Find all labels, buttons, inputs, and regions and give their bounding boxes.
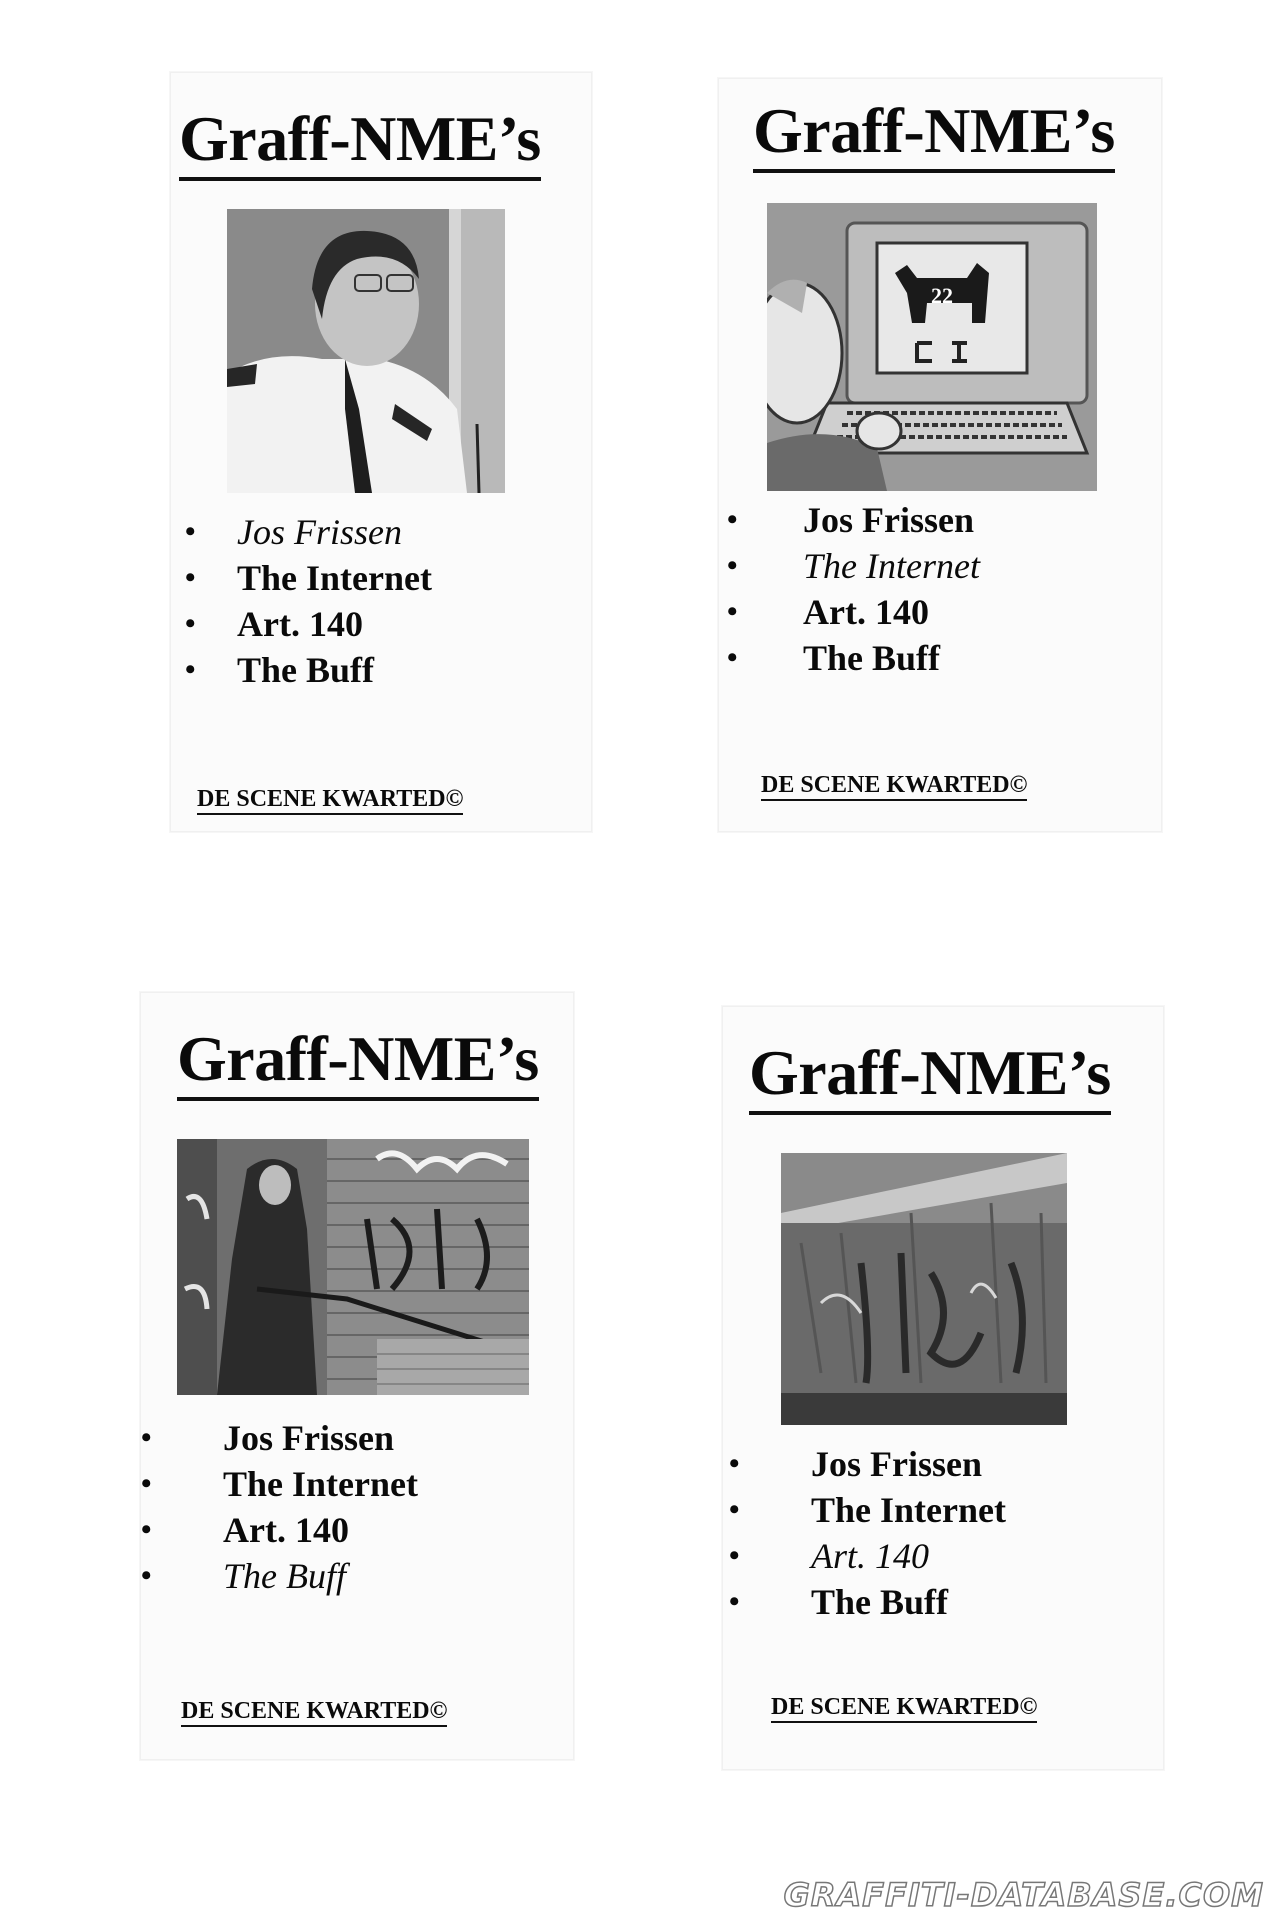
bullet-icon: • xyxy=(727,503,738,536)
card-title: Graff-NME’s xyxy=(177,1023,539,1101)
bullet-icon: • xyxy=(185,515,196,548)
enemy-list-item xyxy=(141,1553,573,1599)
enemy-list-item xyxy=(719,589,1161,635)
enemy-list-label: The Buff xyxy=(237,650,375,690)
enemy-list-label: The Buff xyxy=(223,1556,346,1596)
enemy-list xyxy=(141,1415,573,1599)
enemy-list-item xyxy=(719,635,1161,681)
bullet-icon: • xyxy=(729,1447,740,1480)
quartet-card-the-buff xyxy=(140,992,574,1760)
enemy-list-item xyxy=(723,1579,1163,1625)
police-officer-photo xyxy=(227,209,505,493)
bullet-icon: • xyxy=(729,1585,740,1618)
watermark-logo: GRAFFITI-DATABASE.COM xyxy=(783,1876,1264,1914)
bullet-icon: • xyxy=(141,1467,152,1500)
bullet-icon: • xyxy=(141,1513,152,1546)
enemy-list-item xyxy=(141,1507,573,1553)
enemy-list xyxy=(171,509,591,693)
wall-cleaner-photo xyxy=(177,1139,529,1395)
bullet-icon: • xyxy=(727,549,738,582)
enemy-list-item xyxy=(141,1461,573,1507)
enemy-list xyxy=(719,497,1161,681)
enemy-list-label: Jos Frissen xyxy=(223,1418,394,1458)
card-footer: DE SCENE KWARTED© xyxy=(181,1697,447,1727)
enemy-list-label: Jos Frissen xyxy=(237,512,402,552)
card-footer: DE SCENE KWARTED© xyxy=(197,785,463,815)
card-footer: DE SCENE KWARTED© xyxy=(761,771,1027,801)
quartet-card-art-140 xyxy=(722,1006,1164,1770)
enemy-list-item xyxy=(141,1415,573,1461)
enemy-list-label: Art. 140 xyxy=(803,592,929,632)
enemy-list-item xyxy=(723,1487,1163,1533)
enemy-list-label: The Internet xyxy=(803,546,980,586)
enemy-list-item xyxy=(171,601,591,647)
bullet-icon: • xyxy=(185,561,196,594)
enemy-list-item xyxy=(719,497,1161,543)
enemy-list-item xyxy=(171,555,591,601)
card-title: Graff-NME’s xyxy=(749,1037,1111,1115)
graffiti-train-photo xyxy=(781,1153,1067,1425)
bullet-icon: • xyxy=(729,1539,740,1572)
enemy-list-item xyxy=(719,543,1161,589)
enemy-list-label: The Buff xyxy=(811,1582,949,1622)
bullet-icon: • xyxy=(185,607,196,640)
cartoon-computer-photo xyxy=(767,203,1097,491)
enemy-list-label: Art. 140 xyxy=(237,604,363,644)
enemy-list-item xyxy=(171,647,591,693)
bullet-icon: • xyxy=(727,641,738,674)
enemy-list-label: The Internet xyxy=(811,1490,1006,1530)
card-title: Graff-NME’s xyxy=(753,95,1115,173)
card-footer: DE SCENE KWARTED© xyxy=(771,1693,1037,1723)
bullet-icon: • xyxy=(141,1421,152,1454)
enemy-list-label: Art. 140 xyxy=(223,1510,349,1550)
bullet-icon: • xyxy=(185,653,196,686)
enemy-list xyxy=(723,1441,1163,1625)
card-title: Graff-NME’s xyxy=(179,103,541,181)
quartet-card-jos-frissen xyxy=(170,72,592,832)
enemy-list-item xyxy=(171,509,591,555)
bullet-icon: • xyxy=(727,595,738,628)
bullet-icon: • xyxy=(141,1559,152,1592)
enemy-list-label: The Internet xyxy=(223,1464,418,1504)
enemy-list-label: Jos Frissen xyxy=(803,500,974,540)
bullet-icon: • xyxy=(729,1493,740,1526)
photo-number: 22 xyxy=(931,283,953,308)
enemy-list-label: Art. 140 xyxy=(811,1536,930,1576)
quartet-card-the-internet xyxy=(718,78,1162,832)
enemy-list-label: The Buff xyxy=(803,638,941,678)
enemy-list-label: Jos Frissen xyxy=(811,1444,982,1484)
enemy-list-label: The Internet xyxy=(237,558,432,598)
enemy-list-item xyxy=(723,1441,1163,1487)
enemy-list-item xyxy=(723,1533,1163,1579)
